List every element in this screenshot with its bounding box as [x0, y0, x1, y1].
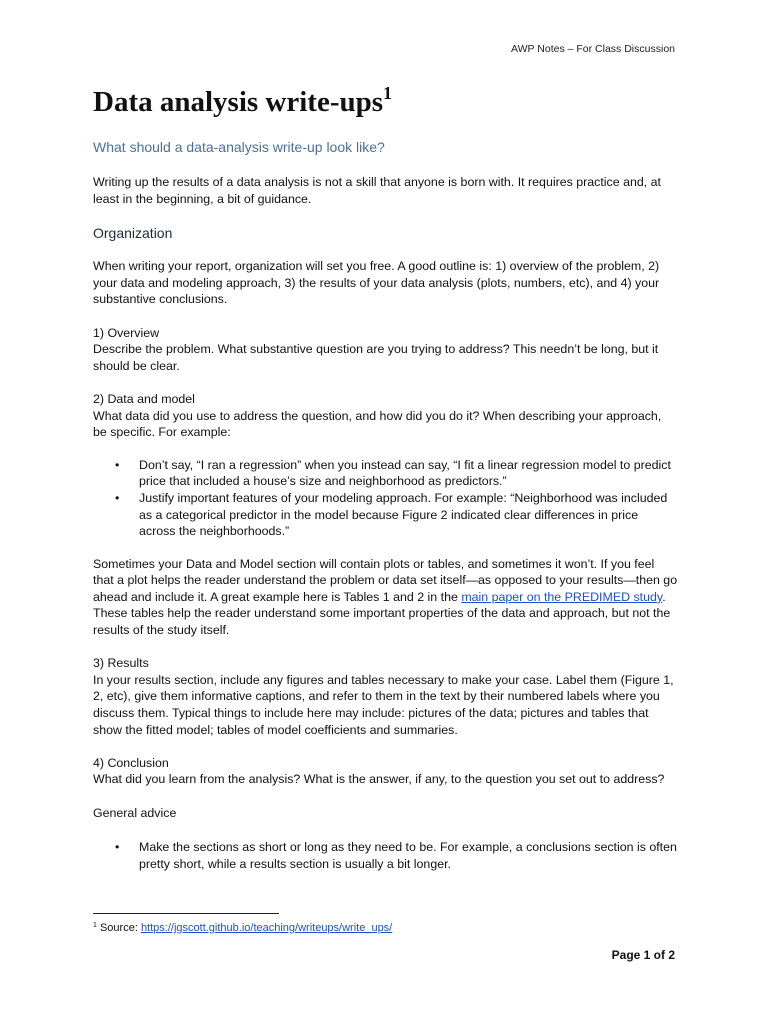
list-item-text: Make the sections as short or long as they need to be. For example, a conclusions section is often pretty short, while a results section is usually a bit longer.: [139, 840, 677, 871]
source-link[interactable]: https://jgscott.github.io/teaching/writeups/write_ups/: [140, 922, 393, 934]
data-model-heading: 2) Data and model: [93, 391, 195, 406]
plots-tables-paragraph: [93, 556, 678, 639]
footnote-divider: [93, 913, 279, 914]
bullet-icon: •: [115, 457, 120, 472]
overview-paragraph: Describe the problem. What substantive question are you trying to address? This needn’t be long, but it should be clear.: [93, 342, 659, 373]
plots-tables-text-1: Sometimes your Data and Model section will contain plots or tables, and sometimes it won’t. If you feel that a plot helps the reader understand the problem or data set itself—as opposed to your results—then go ahead and include it. A great example here is Tables 1 and 2 in the: [93, 556, 678, 604]
general-advice-bullet-list: [93, 839, 678, 872]
organization-paragraph: When writing your report, organization will set you free. A good outline is: 1) overview of the problem, 2) your data and modeling approach, 3) the results of your data analysis (plots, numbers, etc), and 4) your substantive conclusions.: [93, 259, 660, 307]
list-item-text: Justify important features of your modeling approach. For example: “Neighborhood was included as a categorical predictor in the model because Figure 2 indicated clear differences in price across the neighborhoods.”: [139, 490, 668, 539]
header-note: AWP Notes – For Class Discussion: [511, 43, 675, 55]
footnote-label: Source:: [96, 922, 141, 934]
conclusion-section: [93, 755, 678, 788]
title-footnote-ref[interactable]: 1: [383, 83, 393, 103]
footnote: [93, 921, 392, 935]
list-item: [93, 839, 678, 872]
data-model-section: [93, 391, 678, 639]
list-item: [93, 457, 678, 490]
data-model-paragraph: What data did you use to address the question, and how did you do it? When describing your approach, be specific. For example:: [93, 408, 662, 440]
general-advice-section: [93, 805, 678, 873]
footnote-marker: 1: [93, 922, 97, 929]
overview-section: [93, 325, 678, 375]
plots-tables-text-2: . These tables help the reader understand some important properties of the data and approach, but not the results of the study itself.: [93, 589, 671, 638]
document-body: [93, 84, 678, 872]
data-model-bullet-list: [93, 457, 678, 540]
page-number: Page 1 of 2: [611, 948, 675, 962]
list-item-text: Don’t say, “I ran a regression” when you instead can say, “I fit a linear regression model to predict price that included a house’s size and neighborhood as predictors.”: [139, 457, 671, 489]
title-text: Data analysis write-ups: [93, 86, 384, 118]
organization-heading: Organization: [93, 225, 173, 242]
conclusion-heading: 4) Conclusion: [93, 755, 169, 770]
general-advice-heading: General advice: [93, 805, 177, 820]
predimed-study-link[interactable]: main paper on the PREDIMED study: [461, 589, 663, 604]
bullet-icon: •: [115, 490, 120, 505]
page-title: [93, 84, 678, 120]
results-paragraph: In your results section, include any figures and tables necessary to make your case. Label them (Figure 1, 2, etc), give them informative captions, and refer to them in the text by their numbered labels where you discuss them. Typical things to include here may include: pictures of the data; pictures and tables that show the fitted model; tables of model coefficients and summaries.: [93, 672, 674, 737]
bullet-icon: •: [115, 840, 120, 855]
list-item: [93, 490, 678, 540]
subtitle: What should a data-analysis write-up look like?: [93, 139, 385, 155]
results-heading: 3) Results: [93, 656, 149, 671]
intro-paragraph: Writing up the results of a data analysis is not a skill that anyone is born with. It requires practice and, at least in the beginning, a bit of guidance.: [93, 175, 661, 206]
conclusion-paragraph: What did you learn from the analysis? What is the answer, if any, to the question you set out to address?: [93, 772, 665, 787]
results-section: [93, 655, 678, 738]
overview-heading: 1) Overview: [93, 325, 160, 340]
